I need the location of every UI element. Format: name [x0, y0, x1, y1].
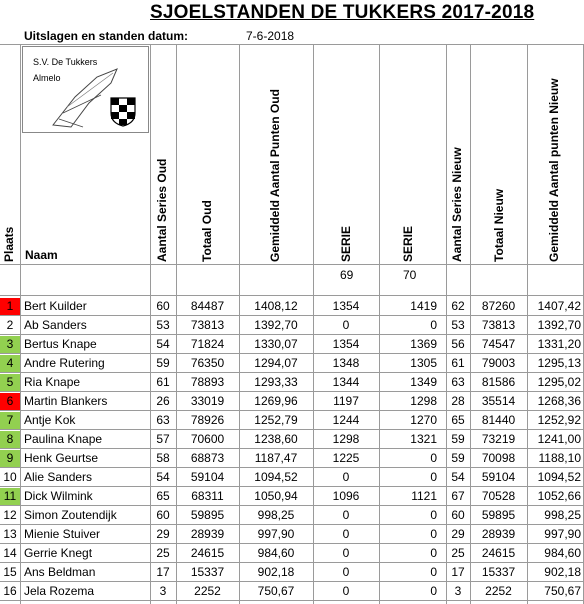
cell-totaal-nieuw: 35514 [481, 394, 516, 408]
cell-series-oud: 61 [156, 375, 170, 389]
cell-totaal-oud: 68873 [190, 451, 225, 465]
cell-naam: Jela Rozema [24, 584, 95, 598]
table-header-line [0, 264, 584, 265]
cell-gem-oud: 1392,70 [254, 318, 298, 332]
cell-series-nieuw: 17 [451, 565, 465, 579]
date-value: 7-6-2018 [246, 29, 295, 43]
header-naam: Naam [25, 248, 58, 262]
cell-gem-nieuw: 750,67 [544, 584, 581, 598]
cell-plaats: 9 [0, 450, 20, 467]
cell-s70: 0 [430, 584, 437, 598]
cell-plaats: 10 [3, 470, 17, 484]
cell-gem-nieuw: 998,25 [544, 508, 581, 522]
cell-naam: Antje Kok [24, 413, 76, 427]
cell-series-oud: 25 [156, 546, 170, 560]
cell-s70: 1270 [410, 413, 437, 427]
cell-plaats: 3 [0, 336, 20, 353]
cell-gem-nieuw: 997,90 [544, 527, 581, 541]
page-title: SJOELSTANDEN DE TUKKERS 2017-2018 [150, 2, 535, 23]
cell-naam: Ab Sanders [24, 318, 87, 332]
cell-plaats: 8 [0, 431, 20, 448]
cell-gem-nieuw: 1094,52 [537, 470, 581, 484]
cell-totaal-oud: 68311 [191, 489, 224, 503]
cell-gem-oud: 1294,07 [254, 356, 298, 370]
cell-gem-nieuw: 1331,20 [537, 337, 581, 351]
cell-s69: 1354 [332, 337, 360, 351]
cell-s69: 0 [342, 508, 350, 522]
cell-totaal-oud: 78926 [190, 413, 225, 427]
cell-s70: 0 [430, 451, 437, 465]
cell-plaats: 14 [3, 546, 17, 560]
cell-s69: 0 [342, 546, 350, 560]
cell-series-nieuw: 3 [454, 584, 462, 598]
cell-naam: Paulina Knape [24, 432, 103, 446]
cell-totaal-oud: 84487 [190, 299, 225, 313]
cell-totaal-oud: 73813 [190, 318, 225, 332]
cell-totaal-nieuw: 15337 [481, 565, 516, 579]
cell-series-oud: 54 [156, 470, 170, 484]
cell-series-oud: 54 [156, 337, 170, 351]
cell-totaal-nieuw: 81440 [481, 413, 516, 427]
shield-checker-icon [110, 97, 136, 127]
cell-s70: 1349 [410, 375, 437, 389]
cell-s70: 0 [430, 508, 437, 522]
cell-series-nieuw: 56 [451, 337, 465, 351]
club-logo [22, 46, 149, 133]
cell-series-nieuw: 25 [451, 546, 465, 560]
cell-gem-nieuw: 1407,42 [537, 299, 581, 313]
cell-series-oud: 63 [156, 413, 170, 427]
cell-naam: Gerrie Knegt [24, 546, 93, 560]
cell-naam: Dick Wilmink [24, 489, 93, 503]
cell-totaal-oud: 15337 [190, 565, 225, 579]
cell-series-oud: 59 [156, 356, 170, 370]
header-totaal-nieuw: Totaal Nieuw [492, 188, 506, 262]
cell-totaal-nieuw: 87260 [481, 299, 516, 313]
cell-gem-nieuw: 1052,66 [537, 489, 581, 503]
cell-series-nieuw: 54 [451, 470, 465, 484]
cell-naam: Alie Sanders [24, 470, 93, 484]
cell-s69: 1225 [332, 451, 360, 465]
table-header-top-line [0, 44, 584, 45]
cell-series-oud: 65 [156, 489, 170, 503]
cell-totaal-oud: 59895 [190, 508, 225, 522]
cell-plaats: 1 [0, 298, 20, 315]
cell-gem-oud: 1187,47 [254, 451, 298, 465]
cell-totaal-nieuw: 79003 [481, 356, 516, 370]
cell-s70: 0 [430, 470, 437, 484]
cell-totaal-nieuw: 24615 [481, 546, 516, 560]
cell-totaal-oud: 71824 [190, 337, 225, 351]
cell-gem-oud: 998,25 [257, 508, 295, 522]
subtitle: Uitslagen en standen datum: [24, 29, 189, 43]
header-plaats: Plaats [2, 226, 16, 262]
cell-totaal-oud: 78893 [190, 375, 225, 389]
cell-totaal-oud: 70600 [190, 432, 225, 446]
cell-series-nieuw: 28 [451, 394, 465, 408]
cell-s70: 0 [430, 318, 437, 332]
cell-naam: Ans Beldman [24, 565, 96, 579]
cell-naam: Simon Zoutendijk [24, 508, 117, 522]
cell-gem-nieuw: 1295,02 [537, 375, 581, 389]
cell-gem-nieuw: 1252,92 [537, 413, 581, 427]
cell-gem-nieuw: 984,60 [544, 546, 581, 560]
cell-s69: 1298 [332, 432, 360, 446]
cell-plaats: 15 [3, 565, 17, 579]
cell-series-oud: 26 [156, 394, 170, 408]
cell-totaal-nieuw: 73219 [481, 432, 516, 446]
cell-series-oud: 3 [159, 584, 167, 598]
cell-gem-nieuw: 1295,13 [537, 356, 581, 370]
cell-series-oud: 53 [156, 318, 170, 332]
cell-plaats: 6 [0, 393, 20, 410]
cell-s69: 1344 [332, 375, 360, 389]
cell-s69: 1096 [332, 489, 360, 503]
cell-s70: 1121 [411, 489, 437, 503]
cell-series-oud: 17 [156, 565, 170, 579]
cell-plaats: 7 [0, 412, 20, 429]
serie-number-69: 69 [340, 268, 354, 282]
cell-gem-oud: 1252,79 [254, 413, 298, 427]
cell-plaats: 4 [0, 355, 20, 372]
cell-gem-nieuw: 1241,00 [537, 432, 581, 446]
cell-gem-nieuw: 1188,10 [538, 451, 581, 465]
cell-s69: 0 [342, 584, 350, 598]
cell-s69: 0 [342, 527, 350, 541]
cell-s70: 0 [430, 565, 437, 579]
cell-s70: 1419 [410, 299, 437, 313]
logo-line-2: Almelo [33, 73, 61, 83]
cell-gem-oud: 750,67 [257, 584, 295, 598]
cell-naam: Andre Rutering [24, 356, 105, 370]
cell-naam: Bertus Knape [24, 337, 97, 351]
cell-series-oud: 60 [156, 299, 170, 313]
cell-gem-oud: 1408,12 [254, 299, 298, 313]
cell-s70: 1369 [410, 337, 437, 351]
cell-totaal-nieuw: 59895 [481, 508, 516, 522]
cell-gem-oud: 1293,33 [254, 375, 298, 389]
header-gem-nieuw: Gemiddeld Aantal punten Nieuw [547, 78, 561, 262]
cell-series-nieuw: 61 [451, 356, 465, 370]
cell-gem-nieuw: 902,18 [544, 565, 581, 579]
cell-series-oud: 60 [156, 508, 170, 522]
cell-gem-oud: 984,60 [257, 546, 295, 560]
cell-s70: 0 [430, 546, 437, 560]
cell-gem-oud: 1269,96 [254, 394, 298, 408]
cell-plaats: 5 [0, 374, 20, 391]
cell-totaal-nieuw: 81586 [481, 375, 516, 389]
cell-totaal-oud: 76350 [190, 356, 225, 370]
cell-totaal-nieuw: 59104 [481, 470, 516, 484]
serie-number-70: 70 [403, 268, 417, 282]
cell-totaal-nieuw: 2252 [485, 584, 512, 598]
cell-naam: Mienie Stuiver [24, 527, 101, 541]
cell-totaal-nieuw: 28939 [481, 527, 516, 541]
cell-gem-nieuw: 1268,36 [537, 394, 581, 408]
logo-line-1: S.V. De Tukkers [33, 57, 98, 67]
cell-gem-oud: 1094,52 [254, 470, 298, 484]
cell-naam: Ria Knape [24, 375, 81, 389]
cell-series-oud: 29 [156, 527, 170, 541]
cell-series-oud: 58 [156, 451, 170, 465]
cell-totaal-nieuw: 70098 [481, 451, 516, 465]
cell-naam: Martin Blankers [24, 394, 108, 408]
cell-series-oud: 57 [156, 432, 170, 446]
cell-gem-oud: 1238,60 [254, 432, 298, 446]
cell-s69: 1348 [332, 356, 360, 370]
cell-plaats: 16 [3, 584, 17, 598]
cell-totaal-nieuw: 70528 [481, 489, 516, 503]
cell-totaal-oud: 2252 [194, 584, 221, 598]
cell-gem-oud: 902,18 [257, 565, 295, 579]
col-divider [20, 44, 21, 604]
cell-series-nieuw: 53 [451, 318, 465, 332]
cell-s69: 0 [342, 470, 350, 484]
cell-naam: Henk Geurtse [24, 451, 99, 465]
cell-series-nieuw: 60 [451, 508, 465, 522]
cell-plaats: 12 [3, 508, 17, 522]
header-serie-69: SERIE [339, 225, 353, 262]
cell-totaal-nieuw: 73813 [481, 318, 516, 332]
header-totaal-oud: Totaal Oud [200, 200, 214, 262]
cell-totaal-nieuw: 74547 [481, 337, 516, 351]
cell-plaats: 13 [3, 527, 17, 541]
cell-series-nieuw: 59 [451, 451, 465, 465]
cell-s69: 0 [342, 318, 350, 332]
cell-plaats: 2 [6, 318, 14, 332]
cell-s70: 1305 [410, 356, 437, 370]
cell-gem-oud: 1330,07 [254, 337, 298, 351]
cell-s69: 1197 [333, 394, 359, 408]
header-serie-70: SERIE [401, 225, 415, 262]
cell-totaal-oud: 24615 [190, 546, 225, 560]
table-body-top-line [0, 295, 584, 296]
header-gem-oud: Gemiddeld Aantal Punten Oud [268, 89, 282, 262]
cell-gem-nieuw: 1392,70 [537, 318, 581, 332]
cell-series-nieuw: 29 [451, 527, 465, 541]
cell-s70: 1321 [410, 432, 437, 446]
cell-series-nieuw: 65 [451, 413, 465, 427]
cell-totaal-oud: 28939 [190, 527, 225, 541]
cell-s69: 1244 [332, 413, 360, 427]
cell-series-nieuw: 67 [451, 489, 465, 503]
cell-s69: 0 [342, 565, 350, 579]
cell-s69: 1354 [332, 299, 360, 313]
cell-gem-oud: 1050,94 [254, 489, 298, 503]
header-series-oud: Aantal Series Oud [155, 158, 169, 262]
cell-s70: 0 [430, 527, 437, 541]
cell-plaats: 11 [0, 488, 20, 505]
cell-s70: 1298 [410, 394, 437, 408]
cell-totaal-oud: 33019 [190, 394, 225, 408]
cell-totaal-oud: 59104 [190, 470, 225, 484]
header-series-nieuw: Aantal Series Nieuw [450, 147, 464, 262]
cell-naam: Bert Kuilder [24, 299, 87, 313]
cell-series-nieuw: 63 [451, 375, 465, 389]
cell-gem-oud: 997,90 [257, 527, 295, 541]
cell-series-nieuw: 59 [451, 432, 465, 446]
cell-series-nieuw: 62 [451, 299, 465, 313]
